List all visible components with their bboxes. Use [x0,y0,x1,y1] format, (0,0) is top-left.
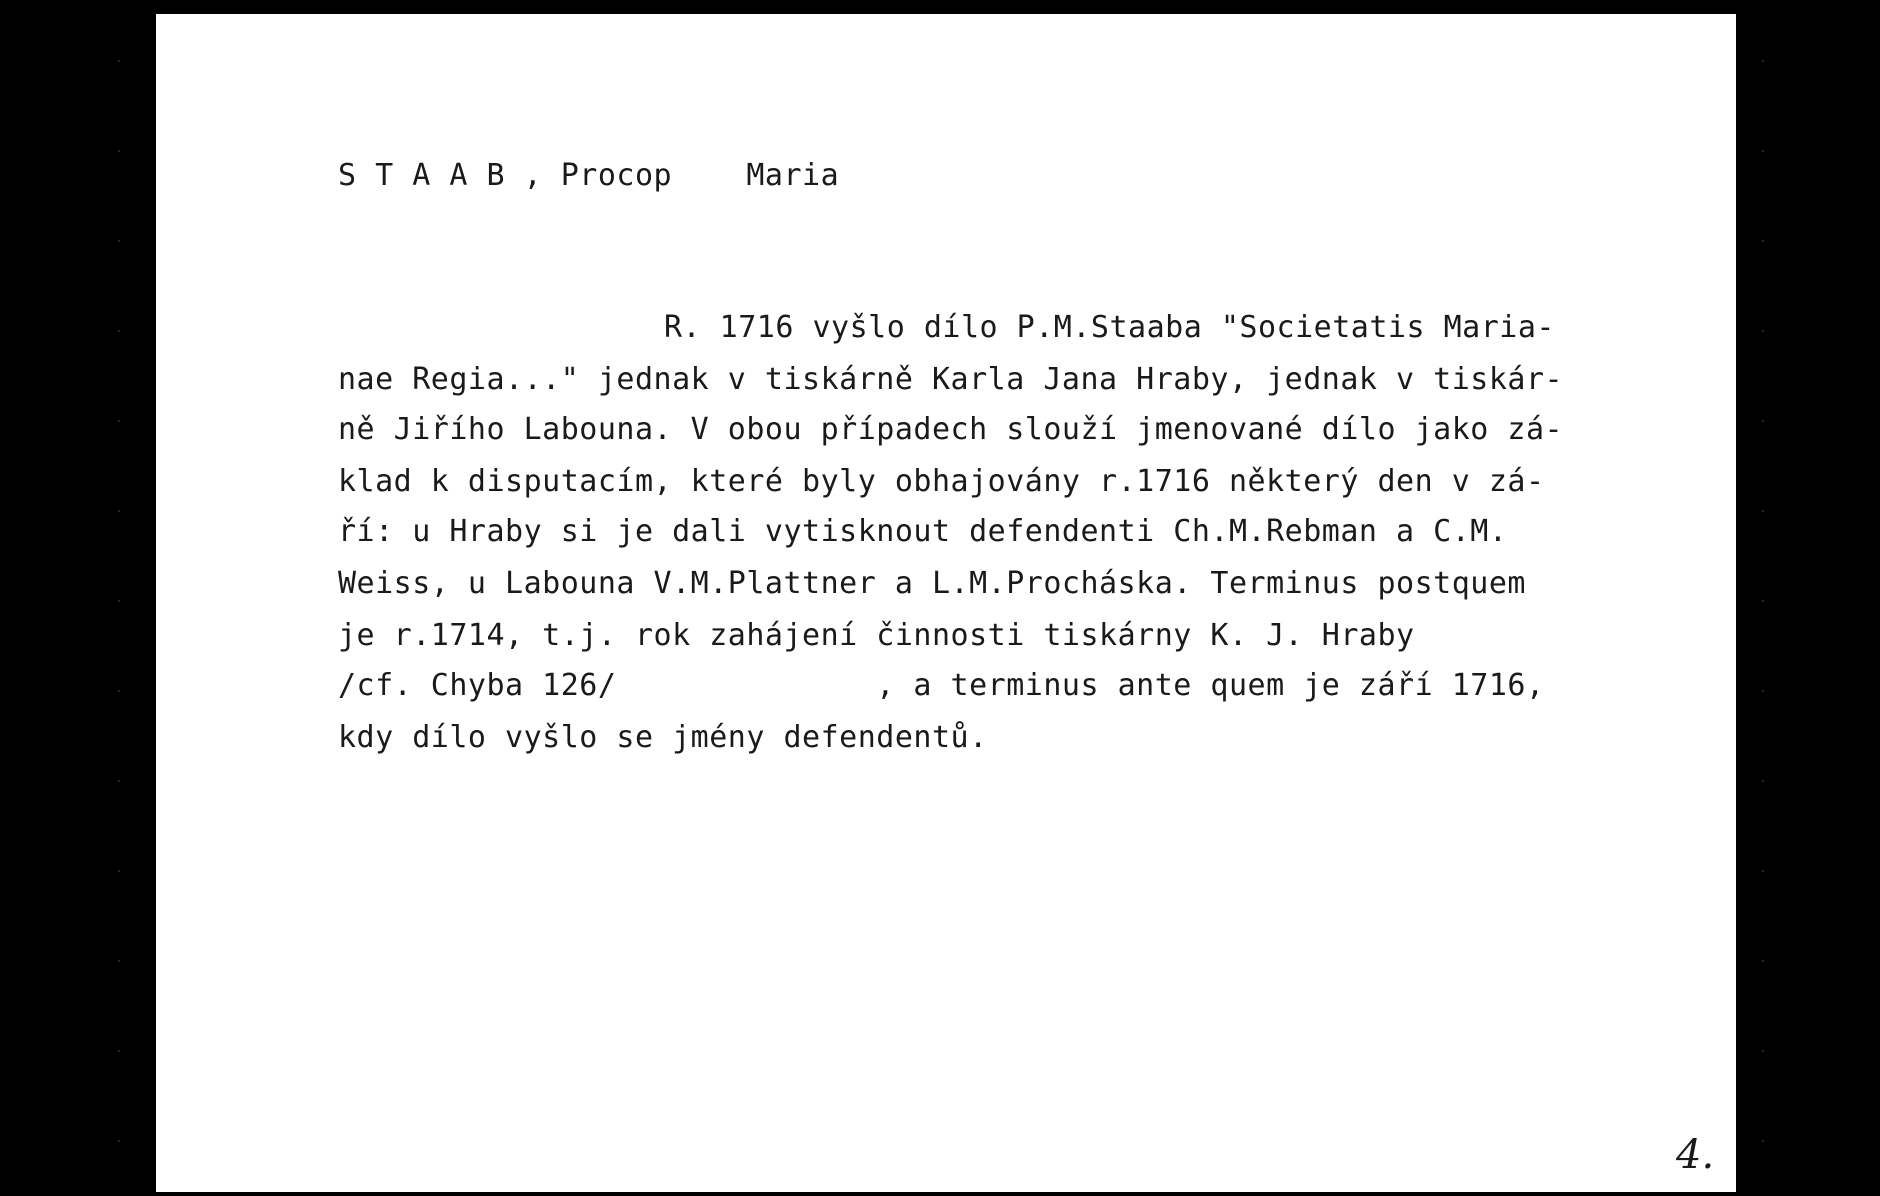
left-margin-dots [118,60,120,1160]
card-text-line: /cf. Chyba 126/ , a terminus ante quem je září 1716, [338,668,1545,703]
page-number: 4. [1676,1132,1715,1178]
card-text-line: kdy dílo vyšlo se jmény defendentů. [338,720,988,755]
right-margin-dots [1762,60,1764,1160]
card-text-line: klad k disputacím, které byly obhajovány r.1716 některý den v zá- [338,464,1545,499]
card-text-line: ně Jiřího Labouna. V obou případech slouží jmenované dílo jako zá- [338,412,1564,447]
card-text-line: ří: u Hraby si je dali vytisknout defendenti Ch.M.Rebman a C.M. [338,514,1508,549]
card-heading: S T A A B , Procop Maria [338,158,840,193]
card-text-line: R. 1716 vyšlo dílo P.M.Staaba "Societatis Maria- [664,310,1555,345]
card-text-line: je r.1714, t.j. rok zahájení činnosti tiskárny K. J. Hraby [338,618,1415,653]
catalog-card [156,14,1736,1192]
card-text-line: nae Regia..." jednak v tiskárně Karla Jana Hraby, jednak v tiskár- [338,362,1564,397]
card-text-line: Weiss, u Labouna V.M.Plattner a L.M.Procháska. Terminus postquem [338,566,1526,601]
